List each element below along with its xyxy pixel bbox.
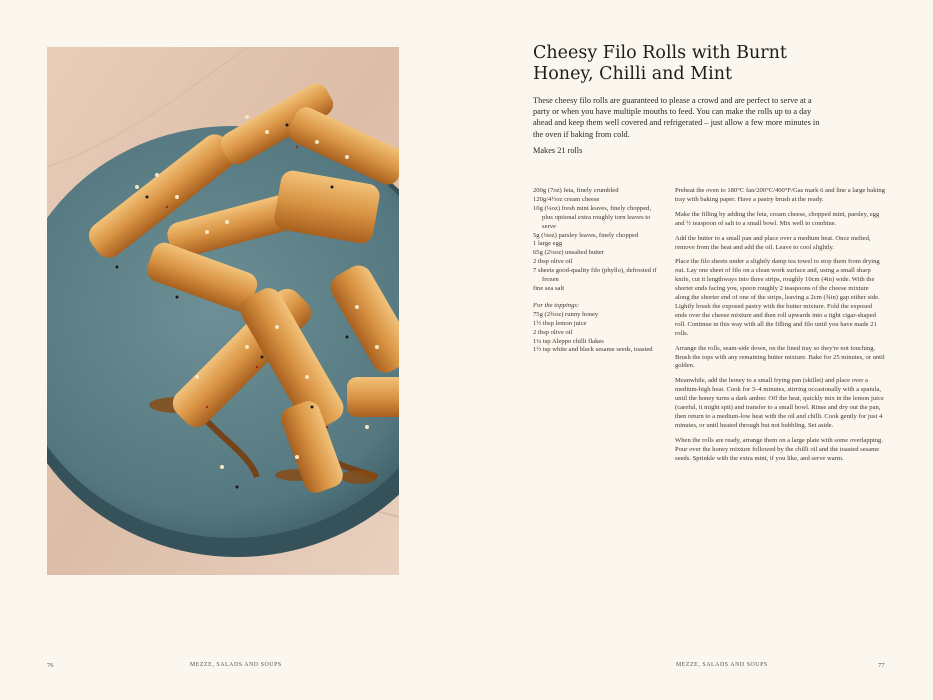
method-step: Make the filling by adding the feta, cream cheese, chopped mint, parsley, egg and ½ teaspoon of salt to a small bowl. Mix well to combine.	[675, 210, 880, 227]
ingredient-item: fine sea salt	[533, 284, 565, 292]
topping-item: 1½ tbsp lemon juice	[533, 319, 587, 327]
ingredient-item: 200g (7oz) feta, finely crumbled	[533, 187, 619, 194]
ingredient-item: 5g (⅛oz) parsley leaves, finely chopped	[533, 231, 639, 239]
method-steps	[675, 187, 885, 469]
recipe-photo	[47, 47, 399, 575]
topping-item: 1½ tsp white and black sesame seeds, toasted	[533, 346, 653, 354]
ingredients-list	[533, 187, 661, 355]
method-step: Preheat the oven to 180°C fan/200°C/400°F/Gas mark 6 and line a large baking tray with baking paper. Have a pastry brush at the ready.	[675, 187, 885, 203]
toppings-heading: For the toppings:	[533, 301, 580, 309]
topping-item: 1¼ tsp Aleppo chilli flakes	[533, 337, 604, 345]
ingredient-item: 7 sheets good-quality filo (phyllo), defrosted if frozen	[533, 267, 657, 284]
recipe-title: Cheesy Filo Rolls with Burnt Honey, Chilli and Mint	[533, 43, 787, 84]
ingredient-item: 2 tbsp olive oil	[533, 258, 573, 266]
method-step: Add the butter to a small pan and place over a medium heat. Once melted, remove from the heat and add the oil. Leave to cool slightly.	[675, 234, 871, 251]
right-page-number: 77	[878, 662, 885, 669]
recipe-yield: Makes 21 rolls	[533, 146, 583, 155]
method-step: Arrange the rolls, seam-side down, on the lined tray so they're not touching. Brush the tops with any remaining butter mixture. Bake for 25 minutes, or until golden.	[675, 344, 885, 370]
left-page-number: 76	[47, 662, 54, 669]
ingredient-item: 65g (2¼oz) unsalted butter	[533, 249, 605, 257]
topping-item: 2 tbsp olive oil	[533, 328, 573, 336]
ingredient-item: 10g (¼oz) fresh mint leaves, finely chopped, plus optional extra roughly torn leaves to serve	[533, 204, 652, 230]
method-step: Meanwhile, add the honey to a small frying pan (skillet) and place over a medium-high heat. Cook for 3–4 minutes, stirring occasionally with a spatula, until the honey turns a dark amber. Off the heat, quickly mix in the lemon juice (careful, it might spit) and transfer to a small bowl. Rinse and dry out the pan, then return to a medium-low heat with the oil and chilli. Cook gently for just 4 minutes, or until heated through but not bubbling. Set aside.	[675, 377, 884, 429]
method-step: Place the filo sheets under a slightly damp tea towel to stop them from drying out. Lay one sheet of filo on a clean work surface and, using a small sharp knife, cut it lengthways into three strips, roughly 10cm (4in) wide. With the shorter ends facing you, spoon roughly 2 teaspoons of the cheese mixture along the shorter end of one of the strips, leaving a 2cm (¾in) gap either side. Lightly brush the exposed pastry with the butter mixture. Fold the exposed ends over the cheese mixture and then roll upwards into a tight cigar-shaped roll. Continue in this way with all the filling and filo until you have made 21 rolls.	[675, 258, 880, 337]
recipe-intro: These cheesy filo rolls are guaranteed to please a crowd and are perfect to serve at a party or when you have multiple mouths to feed. You can make the rolls up to a day ahead and keep them well covered and refrigerated – just allow a few more minutes in the oven if baking from cold.	[533, 96, 820, 139]
method-step: When the rolls are ready, arrange them on a large plate with some overlapping. Pour over the honey mixture followed by the chilli oil and the toasted sesame seeds. Sprinkle with the extra mint, if you like, and serve warm.	[675, 436, 883, 462]
ingredient-item: 1 large egg	[533, 240, 563, 248]
left-running-footer: MEZZE, SALADS AND SOUPS	[190, 662, 282, 668]
filo-rolls-image	[47, 47, 399, 575]
topping-item: 75g (2¾oz) runny honey	[533, 310, 599, 318]
ingredient-item: 120g/4½oz cream cheese	[533, 195, 600, 203]
right-running-footer: MEZZE, SALADS AND SOUPS	[676, 662, 768, 668]
